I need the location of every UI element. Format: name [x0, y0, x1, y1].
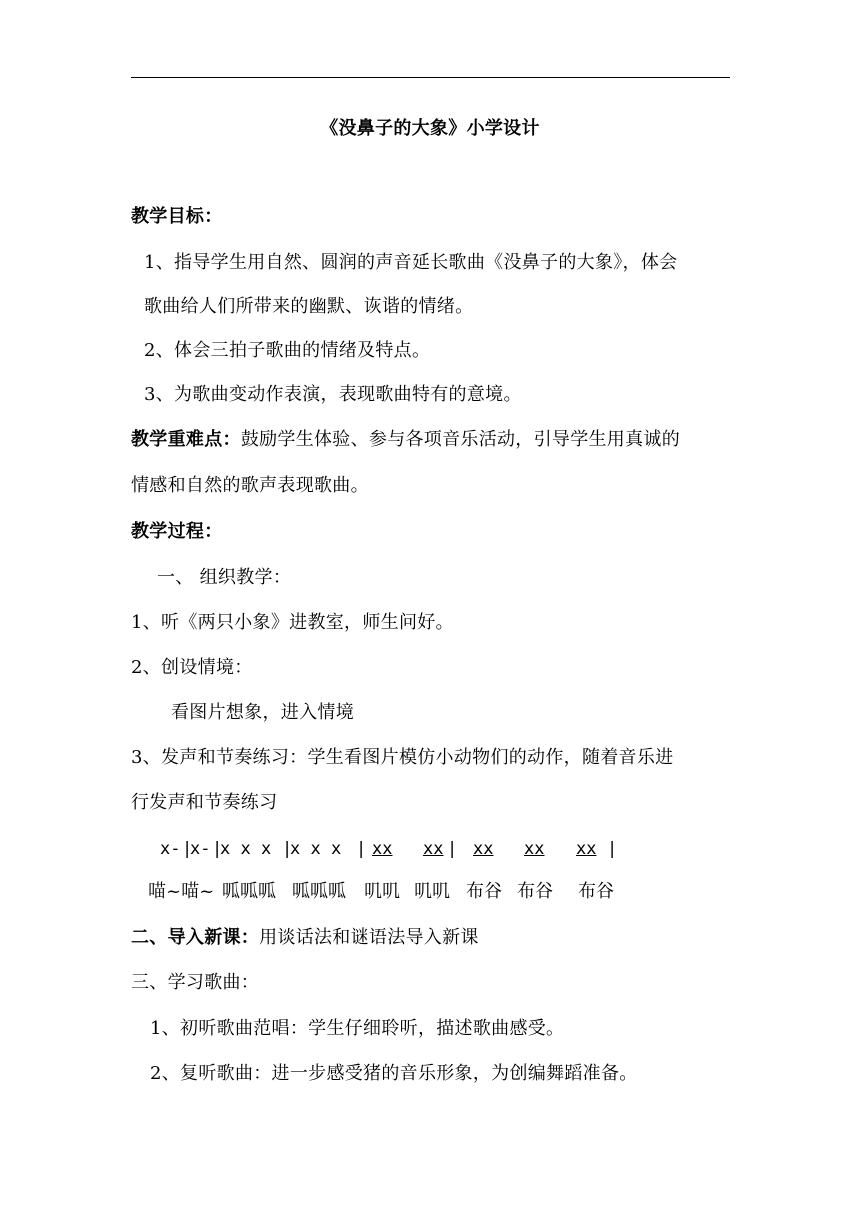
rhythm-measure-4: x x x [290, 839, 342, 859]
objectives-heading: 教学目标： [131, 206, 223, 227]
rhythm-measure-6a: xx [473, 839, 494, 859]
song-step-2: 2、复听歌曲：进一步感受猪的音乐形象，为创编舞蹈准备。 [150, 1063, 638, 1084]
rhythm-measure-5a: xx [372, 839, 393, 859]
objective-3: 3、为歌曲变动作表演，表现歌曲特有的意境。 [144, 384, 522, 405]
barline: | [356, 839, 367, 859]
process-heading: 教学过程： [131, 521, 223, 542]
objective-2: 2、体会三拍子歌曲的情绪及特点。 [144, 340, 431, 361]
rhythm-word-7: 布谷 [517, 881, 553, 902]
step-1: 1、听《两只小象》进教室，师生问好。 [131, 612, 454, 633]
section-3-heading: 三、学习歌曲： [131, 972, 260, 993]
barline: | [607, 839, 618, 859]
step-2-detail: 看图片想象，进入情境 [171, 702, 354, 723]
rhythm-measure-3: x x x [220, 839, 272, 859]
section-2-heading: 二、导入新课： [131, 927, 260, 948]
key-points-text: 鼓励学生体验、参与各项音乐活动，引导学生用真诚的 [240, 429, 681, 450]
rhythm-measure-5b: xx [423, 839, 444, 859]
rhythm-measure-6c: xx [576, 839, 597, 859]
key-points-heading: 教学重难点： [131, 429, 241, 450]
barline: | [212, 839, 223, 859]
rhythm-word-1: 喵~喵~ [148, 881, 215, 902]
rhythm-measure-2: x- [190, 839, 211, 859]
barline: | [447, 839, 458, 859]
barline: | [182, 839, 193, 859]
rhythm-word-6: 布谷 [466, 881, 502, 902]
rhythm-measure-1: x- [160, 839, 181, 859]
objective-1-line2: 歌曲给人们所带来的幽默、诙谐的情绪。 [144, 296, 474, 317]
rhythm-word-2: 呱呱呱 [222, 881, 276, 902]
key-points-line2: 情感和自然的歌声表现歌曲。 [131, 475, 369, 496]
step-2: 2、创设情境： [131, 657, 253, 678]
rhythm-word-8: 布谷 [578, 881, 614, 902]
rhythm-word-3: 呱呱呱 [292, 881, 346, 902]
objective-1-line1: 1、指导学生用自然、圆润的声音延长歌曲《没鼻子的大象》，体会 [144, 252, 678, 273]
rhythm-word-5: 叽叽 [414, 881, 450, 902]
section-2-text: 用谈话法和谜语法导入新课 [259, 927, 479, 948]
step-3-line2: 行发声和节奏练习 [131, 792, 278, 813]
section-2 [131, 926, 479, 950]
rhythm-word-4: 叽叽 [364, 881, 400, 902]
section-1-heading: 一、 组织教学： [157, 567, 292, 588]
key-points-line1 [131, 428, 680, 452]
step-3-line1: 3、发声和节奏练习：学生看图片模仿小动物们的动作，随着音乐进 [131, 747, 674, 768]
header-rule [131, 77, 730, 78]
barline: | [282, 839, 293, 859]
song-step-1: 1、初听歌曲范唱：学生仔细聆听，描述歌曲感受。 [150, 1018, 565, 1039]
rhythm-measure-6b: xx [524, 839, 545, 859]
document-title: 《没鼻子的大象》小学设计 [320, 118, 540, 139]
